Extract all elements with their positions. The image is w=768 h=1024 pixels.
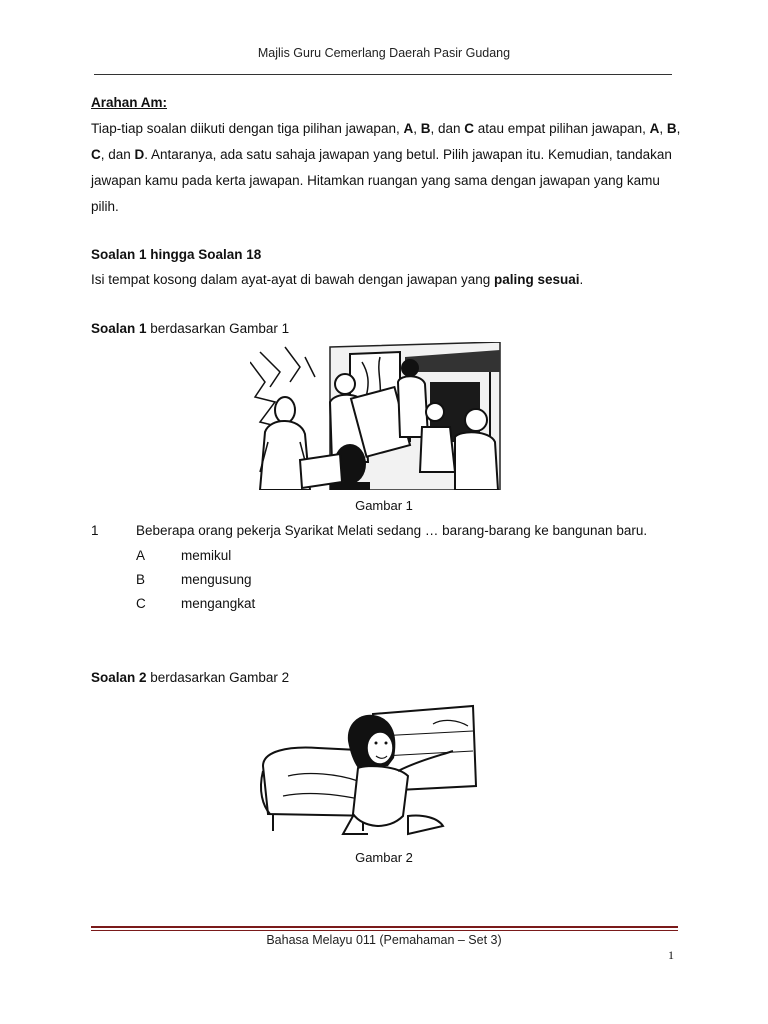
section-desc-bold: paling sesuai	[494, 272, 580, 287]
instr-bC2: C	[91, 147, 101, 162]
page-header: Majlis Guru Cemerlang Daerah Pasir Gudang	[257, 46, 511, 60]
q1-option-a-letter[interactable]: A	[136, 548, 146, 563]
instr-c2: , dan	[430, 121, 465, 136]
footer-text: Bahasa Melayu 011 (Pemahaman – Set 3)	[266, 933, 502, 947]
instr-bB: B	[420, 121, 431, 136]
q2-label	[91, 665, 289, 691]
footer-divider-thin	[91, 930, 678, 931]
q2-label-bold: Soalan 2	[91, 670, 147, 685]
page-number: 1	[668, 948, 674, 962]
instructions-heading-text: Arahan Am:	[91, 95, 168, 110]
instructions-paragraph	[91, 116, 681, 220]
section-title	[91, 242, 261, 268]
q1-number: 1	[91, 523, 99, 538]
instr-bA2: A	[649, 121, 660, 136]
instr-t2: atau empat pilihan jawapan,	[474, 121, 650, 136]
q1-label-bold: Soalan 1	[91, 321, 147, 336]
gambar-1-illustration	[250, 342, 502, 490]
q1-option-b-text[interactable]: mengusung	[181, 572, 252, 587]
section-description	[91, 267, 583, 293]
instr-c1: ,	[413, 121, 421, 136]
gambar-2-illustration	[258, 696, 480, 838]
q1-option-a-text[interactable]: memikul	[181, 548, 232, 563]
q1-question: Beberapa orang pekerja Syarikat Melati sedang … barang-barang ke bangunan baru.	[136, 523, 648, 538]
instructions-heading	[91, 90, 167, 116]
q1-label-rest: berdasarkan Gambar 1	[146, 321, 290, 336]
footer-divider-thick	[91, 926, 678, 928]
instr-c5: , dan	[100, 147, 135, 162]
instr-bC: C	[464, 121, 475, 136]
instr-bA: A	[403, 121, 414, 136]
gambar-2-caption: Gambar 2	[355, 850, 413, 865]
q1-option-c-letter[interactable]: C	[136, 596, 146, 611]
instr-c3: ,	[659, 121, 667, 136]
instr-t3: . Antaranya, ada satu sahaja jawapan yang betul. Pilih jawapan itu. Kemudian, tandakan jawapan kamu pada kerta jawapan. Hitamkan ruangan yang sama dengan jawapan yang kamu pilih.	[91, 147, 672, 214]
q1-option-c-text[interactable]: mengangkat	[181, 596, 256, 611]
instr-bD: D	[134, 147, 145, 162]
section-desc-post: .	[579, 272, 584, 287]
q1-label	[91, 316, 289, 342]
instr-t1: Tiap-tiap soalan diikuti dengan tiga pilihan jawapan,	[91, 121, 404, 136]
q1-option-b-letter[interactable]: B	[136, 572, 146, 587]
section-desc-pre: Isi tempat kosong dalam ayat-ayat di bawah dengan jawapan yang	[91, 272, 495, 287]
header-divider	[94, 74, 672, 75]
instr-bB2: B	[666, 121, 677, 136]
gambar-1-caption: Gambar 1	[355, 498, 413, 513]
section-title-text: Soalan 1 hingga Soalan 18	[91, 247, 262, 262]
instr-c4: ,	[676, 121, 681, 136]
q2-label-rest: berdasarkan Gambar 2	[146, 670, 290, 685]
